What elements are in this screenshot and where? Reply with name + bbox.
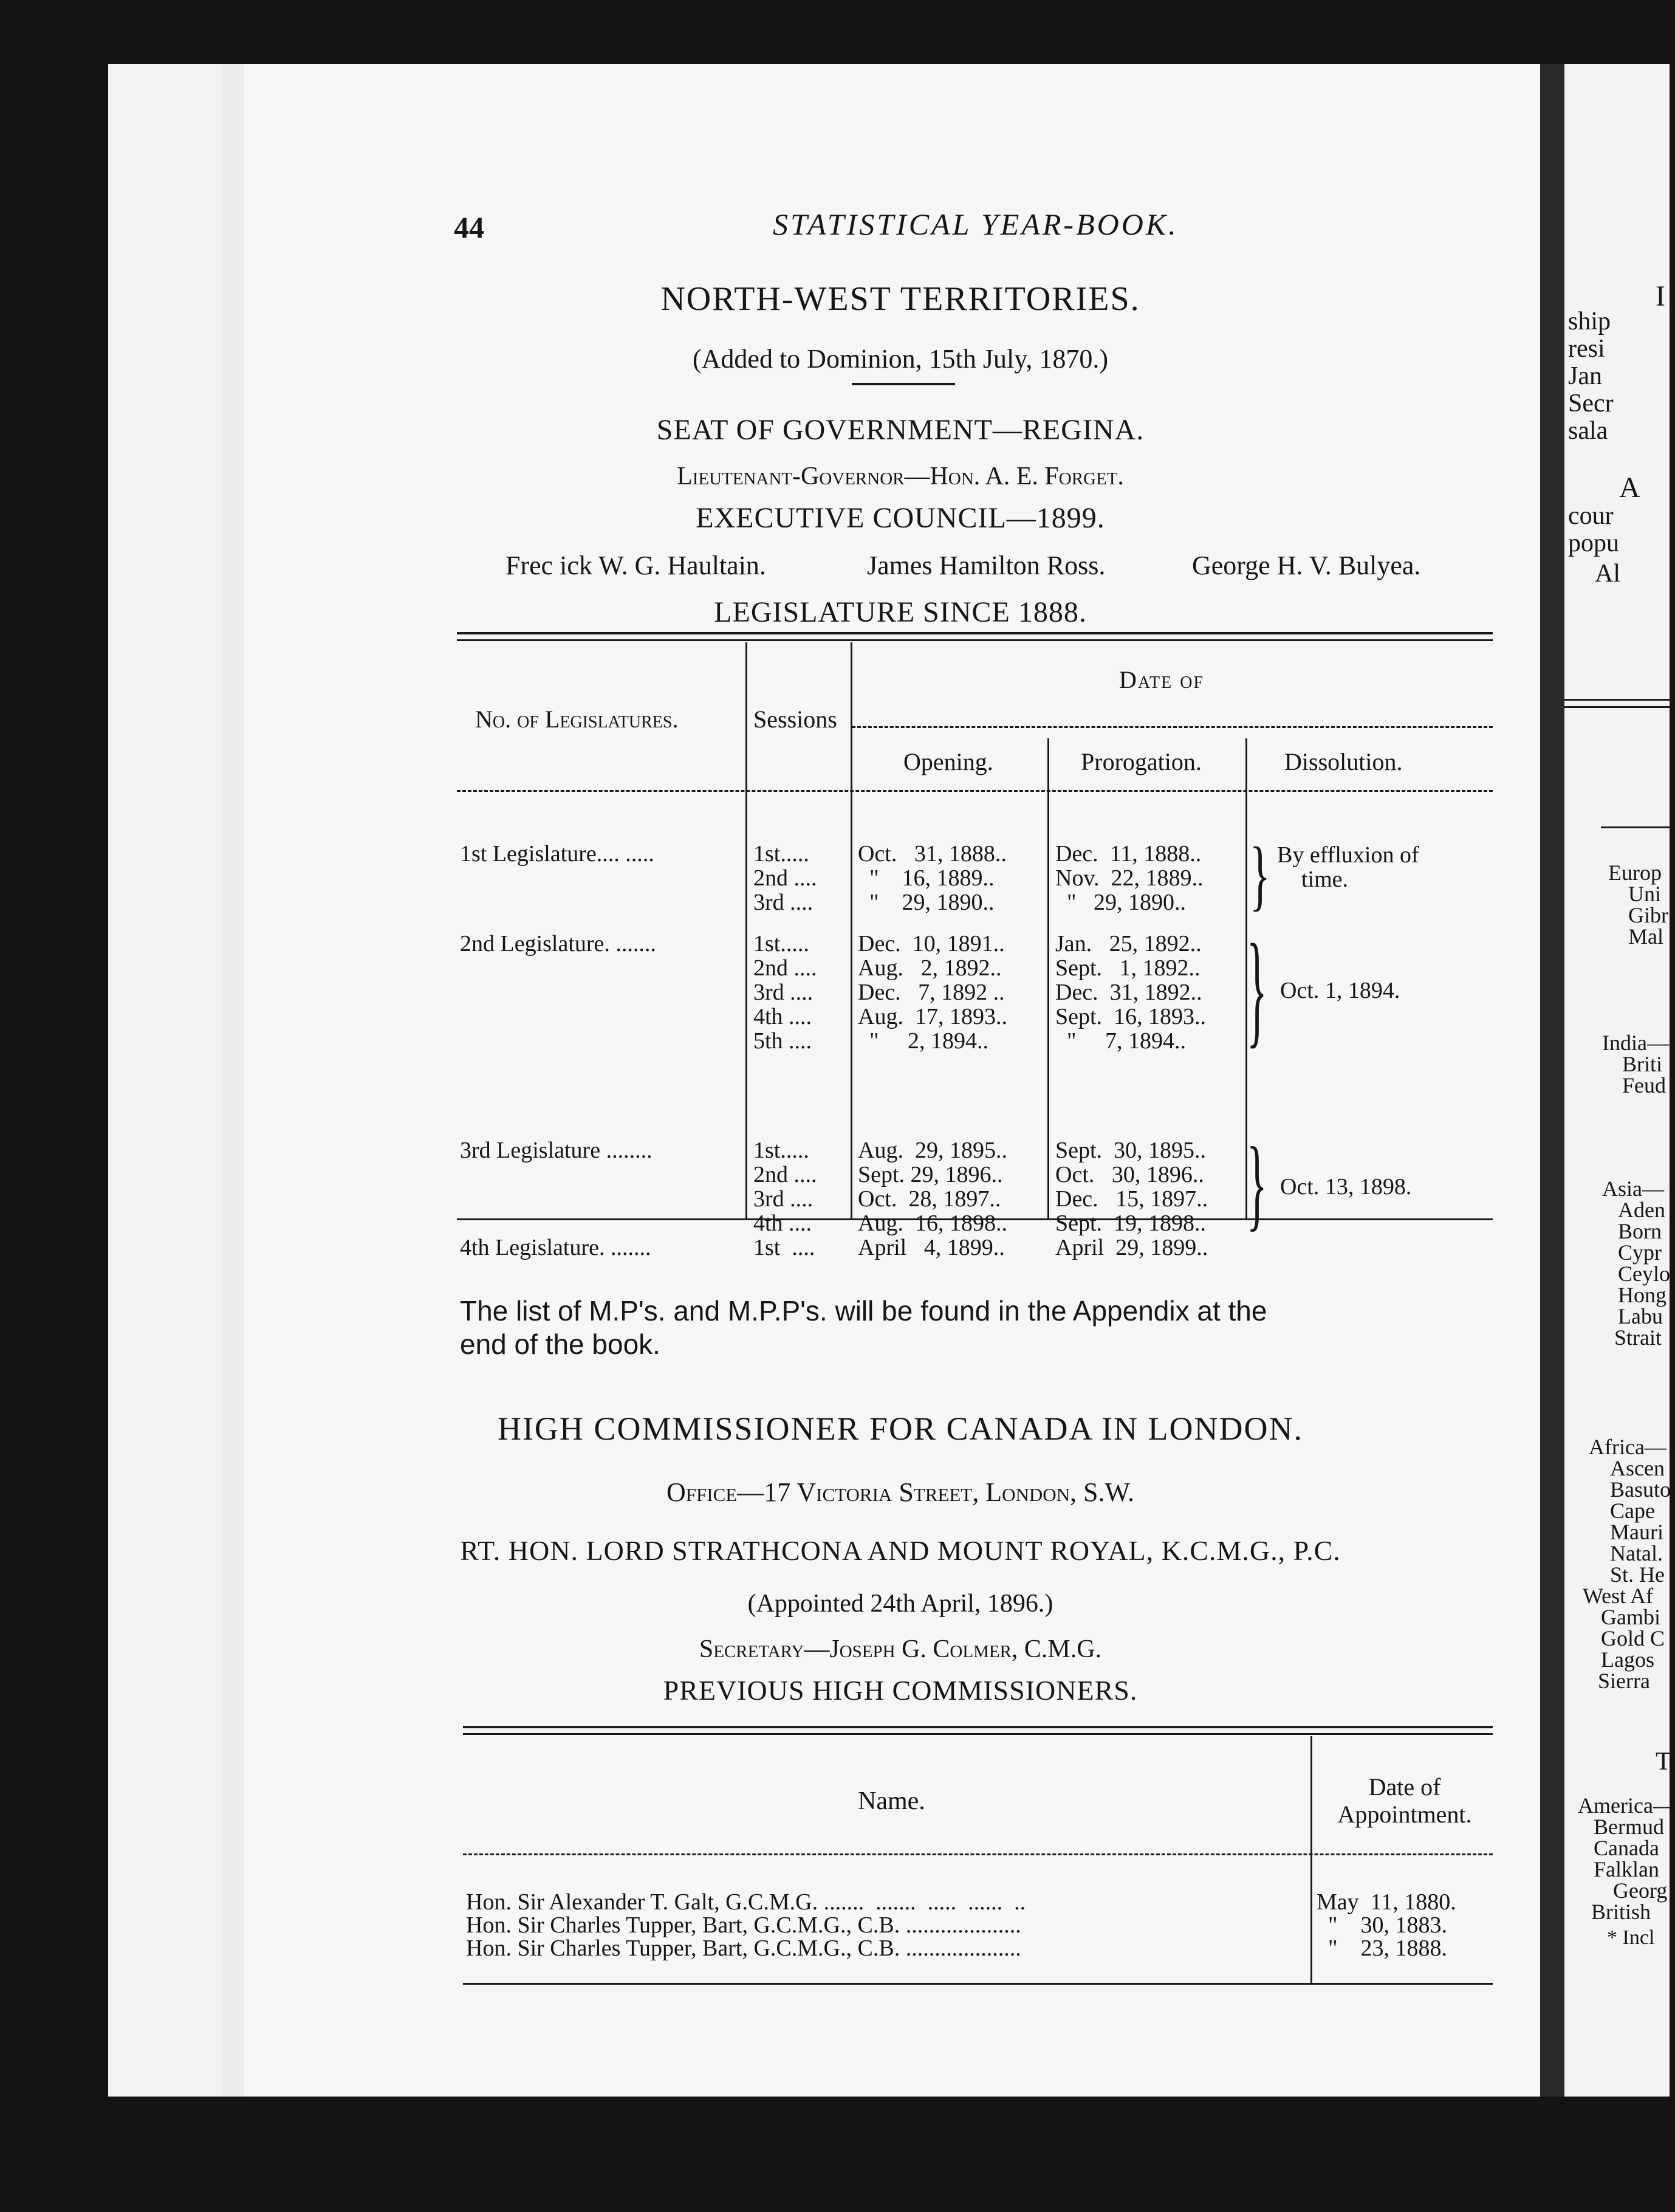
legislature-name: 1st Legislature.... ..... <box>460 841 654 867</box>
appointment-date: May 11, 1880. <box>1317 1889 1456 1915</box>
opening-date: " 2, 1894.. <box>858 1028 989 1054</box>
prorogation-date: April 29, 1899.. <box>1055 1235 1208 1260</box>
prorogation-date: " 7, 1894.. <box>1055 1028 1187 1054</box>
session: 2nd .... <box>753 1162 817 1187</box>
legislature-name: 4th Legislature. ....... <box>460 1235 651 1260</box>
facing-page-text: Aden <box>1618 1198 1665 1222</box>
opening-date: Aug. 17, 1893.. <box>858 1004 1007 1029</box>
session: 2nd .... <box>753 865 817 891</box>
opening-date: Sept. 29, 1896.. <box>858 1162 1003 1187</box>
facing-page-text: Strait <box>1614 1325 1662 1350</box>
session: 1st..... <box>753 1138 809 1163</box>
facing-page-text: Hong <box>1618 1283 1666 1307</box>
table-rule <box>463 1726 1493 1728</box>
date-of-rule <box>852 726 1493 728</box>
facing-page-text: Bermud <box>1594 1815 1664 1839</box>
col-header-date-of: Date of <box>1119 666 1205 693</box>
facing-page-text: Europ <box>1608 860 1662 885</box>
section-title: NORTH-WEST TERRITORIES. <box>660 280 1140 318</box>
brace-glyph: } <box>1250 831 1270 919</box>
facing-page-text: India— <box>1602 1031 1669 1055</box>
council-member: Frec ick W. G. Haultain. <box>505 551 766 580</box>
col-header-date: Appointment. <box>1337 1801 1472 1828</box>
session: 1st..... <box>753 841 809 867</box>
executive-council-heading: EXECUTIVE COUNCIL—1899. <box>696 502 1105 534</box>
previous-commissioners-heading: PREVIOUS HIGH COMMISSIONERS. <box>663 1675 1138 1706</box>
facing-page-text: Africa— <box>1589 1435 1666 1459</box>
facing-page-text: British <box>1591 1900 1651 1924</box>
facing-page-text: ship <box>1568 307 1611 335</box>
legislature-name: 2nd Legislature. ....... <box>460 931 656 957</box>
prorogation-date: " 29, 1890.. <box>1055 890 1187 915</box>
lieutenant-governor: Lieutenant-Governor—Hon. A. E. Forget. <box>677 462 1124 490</box>
appendix-note-line: The list of M.P's. and M.P.P's. will be found in the Appendix at the <box>460 1295 1267 1327</box>
prorogation-date: Dec. 31, 1892.. <box>1055 980 1202 1005</box>
session: 1st..... <box>753 931 809 957</box>
table-rule <box>463 1733 1493 1735</box>
facing-page-text: Gold C <box>1601 1626 1665 1650</box>
prorogation-date: Dec. 15, 1897.. <box>1055 1186 1208 1212</box>
prorogation-date: Dec. 11, 1888.. <box>1055 841 1202 867</box>
column-rule <box>745 642 747 1220</box>
facing-page-text: Mauri <box>1610 1520 1663 1544</box>
opening-date: Aug. 16, 1898.. <box>858 1211 1007 1236</box>
facing-page-text: Georg <box>1613 1878 1668 1903</box>
appendix-note-line: end of the book. <box>460 1328 660 1360</box>
commissioner-name: Hon. Sir Charles Tupper, Bart, G.C.M.G., C.B. .................... <box>466 1912 1021 1938</box>
facing-page-text: Feud <box>1622 1073 1666 1097</box>
facing-rule <box>1564 706 1670 708</box>
session: 4th .... <box>753 1004 812 1029</box>
facing-page-text: West Af <box>1583 1584 1654 1608</box>
facing-rule <box>1564 699 1670 701</box>
col-header-prorogation: Prorogation. <box>1081 748 1202 775</box>
running-head: STATISTICAL YEAR-BOOK. <box>773 207 1179 241</box>
session: 2nd .... <box>753 955 817 981</box>
facing-page-text: sala <box>1568 417 1608 445</box>
facing-page-text: Gambi <box>1601 1605 1660 1629</box>
facing-page-text: Sierra <box>1598 1669 1650 1693</box>
table-rule <box>457 639 1493 641</box>
facing-page-text: Uni <box>1628 882 1661 906</box>
appointment-date: " 30, 1883. <box>1317 1912 1448 1938</box>
facing-page-text: * Incl <box>1607 1926 1655 1949</box>
column-rule <box>1047 738 1049 1220</box>
facing-page-text: popu <box>1568 529 1619 557</box>
brace-glyph: } <box>1247 1125 1267 1241</box>
facing-page-text: resi <box>1568 335 1605 363</box>
appointed-note: (Appointed 24th April, 1896.) <box>747 1590 1053 1618</box>
high-commissioner-title: HIGH COMMISSIONER FOR CANADA IN LONDON. <box>497 1410 1304 1447</box>
facing-page-text: Ceylo <box>1618 1262 1670 1286</box>
table-bottom-rule <box>463 1983 1493 1985</box>
dissolution: Oct. 13, 1898. <box>1280 1174 1412 1200</box>
table-rule <box>457 632 1493 634</box>
session: 3rd .... <box>753 980 814 1005</box>
facing-page-text: Labu <box>1618 1304 1663 1328</box>
facing-page-text: Mal <box>1628 924 1663 949</box>
appointment-date: " 23, 1888. <box>1317 1935 1448 1961</box>
facing-page-text: Cape <box>1610 1499 1655 1523</box>
facing-page <box>1564 64 1675 2097</box>
council-member: James Hamilton Ross. <box>867 551 1106 580</box>
rule <box>852 383 955 385</box>
facing-page-text: Jan <box>1568 362 1602 390</box>
legislatures-heading: LEGISLATURE SINCE 1888. <box>714 596 1087 628</box>
opening-date: April 4, 1899.. <box>858 1235 1005 1260</box>
facing-page-text: Basuto <box>1610 1477 1671 1502</box>
facing-page-text: Al <box>1595 560 1620 588</box>
opening-date: Oct. 31, 1888.. <box>858 841 1007 867</box>
prorogation-date: Sept. 16, 1893.. <box>1055 1004 1207 1029</box>
opening-date: Aug. 2, 1892.. <box>858 955 1002 981</box>
session: 5th .... <box>753 1028 812 1054</box>
facing-page-text: Canada <box>1594 1836 1659 1860</box>
facing-page-text: Gibr <box>1628 903 1668 927</box>
session: 3rd .... <box>753 1186 814 1212</box>
council-member: George H. V. Bulyea. <box>1192 551 1421 580</box>
dissolution: By effluxion of <box>1277 842 1419 868</box>
high-commissioner-name: RT. HON. LORD STRATHCONA AND MOUNT ROYAL, K.C.M.G., P.C. <box>460 1535 1341 1566</box>
facing-page-text: Falklan <box>1594 1857 1659 1881</box>
prorogation-date: Nov. 22, 1889.. <box>1055 865 1204 891</box>
facing-page-text: Lagos <box>1601 1647 1654 1672</box>
opening-date: " 29, 1890.. <box>858 890 995 915</box>
col-header-date: Date of <box>1368 1773 1441 1801</box>
book-page <box>244 64 1557 2097</box>
facing-page-text: Cypr <box>1618 1240 1662 1265</box>
office-address: Office—17 Victoria Street, London, S.W. <box>666 1477 1134 1507</box>
opening-date: Dec. 10, 1891.. <box>858 931 1005 957</box>
header-rule <box>457 790 1493 792</box>
facing-page-text: Briti <box>1622 1052 1663 1076</box>
secretary: Secretary—Joseph G. Colmer, C.M.G. <box>699 1635 1102 1663</box>
column-rule <box>1310 1736 1312 1984</box>
commissioner-name: Hon. Sir Alexander T. Galt, G.C.M.G. ....... ....... ..... ...... .. <box>466 1889 1026 1915</box>
facing-page-text: Natal. <box>1610 1541 1663 1565</box>
facing-page-text: Ascen <box>1610 1456 1665 1480</box>
prorogation-date: Sept. 30, 1895.. <box>1055 1138 1207 1163</box>
facing-page-text: A <box>1619 472 1640 504</box>
book-gutter <box>1540 64 1566 2097</box>
dissolution: Oct. 1, 1894. <box>1280 978 1400 1003</box>
facing-page-text: T <box>1656 1748 1671 1776</box>
facing-page-text: Secr <box>1568 390 1614 417</box>
facing-page-text: America— <box>1578 1793 1675 1818</box>
prorogation-date: Sept. 1, 1892.. <box>1055 955 1201 981</box>
column-rule <box>851 642 852 1220</box>
col-header-number: No. of Legislatures. <box>475 706 679 733</box>
facing-page-text: I <box>1656 280 1665 312</box>
dissolution: time. <box>1301 867 1349 892</box>
added-note: (Added to Dominion, 15th July, 1870.) <box>693 344 1108 374</box>
facing-page-text: St. He <box>1610 1562 1665 1587</box>
page-number: 44 <box>454 210 484 244</box>
col-header-opening: Opening. <box>903 748 993 775</box>
commissioner-name: Hon. Sir Charles Tupper, Bart, G.C.M.G., C.B. .................... <box>466 1935 1021 1961</box>
prorogation-date: Oct. 30, 1896.. <box>1055 1162 1204 1187</box>
opening-date: Oct. 28, 1897.. <box>858 1186 1001 1212</box>
prorogation-date: Jan. 25, 1892.. <box>1055 931 1202 957</box>
col-header-dissolution: Dissolution. <box>1284 748 1403 775</box>
opening-date: Dec. 7, 1892 .. <box>858 980 1005 1005</box>
seat-of-government: SEAT OF GOVERNMENT—REGINA. <box>656 414 1145 446</box>
facing-page-text: cour <box>1568 502 1614 530</box>
header-rule <box>463 1853 1493 1855</box>
session: 4th .... <box>753 1211 812 1236</box>
brace-glyph: } <box>1247 918 1267 1060</box>
facing-page-text: Asia— <box>1602 1176 1664 1201</box>
col-header-name: Name. <box>858 1787 925 1815</box>
prorogation-date: Sept. 19, 1898.. <box>1055 1211 1207 1236</box>
facing-rule <box>1601 826 1670 828</box>
facing-page-text: Born <box>1618 1219 1662 1243</box>
session: 3rd .... <box>753 890 814 915</box>
col-header-sessions: Sessions <box>753 706 837 733</box>
opening-date: " 16, 1889.. <box>858 865 995 891</box>
session: 1st .... <box>753 1235 815 1260</box>
legislature-name: 3rd Legislature ........ <box>460 1138 653 1163</box>
opening-date: Aug. 29, 1895.. <box>858 1138 1007 1163</box>
